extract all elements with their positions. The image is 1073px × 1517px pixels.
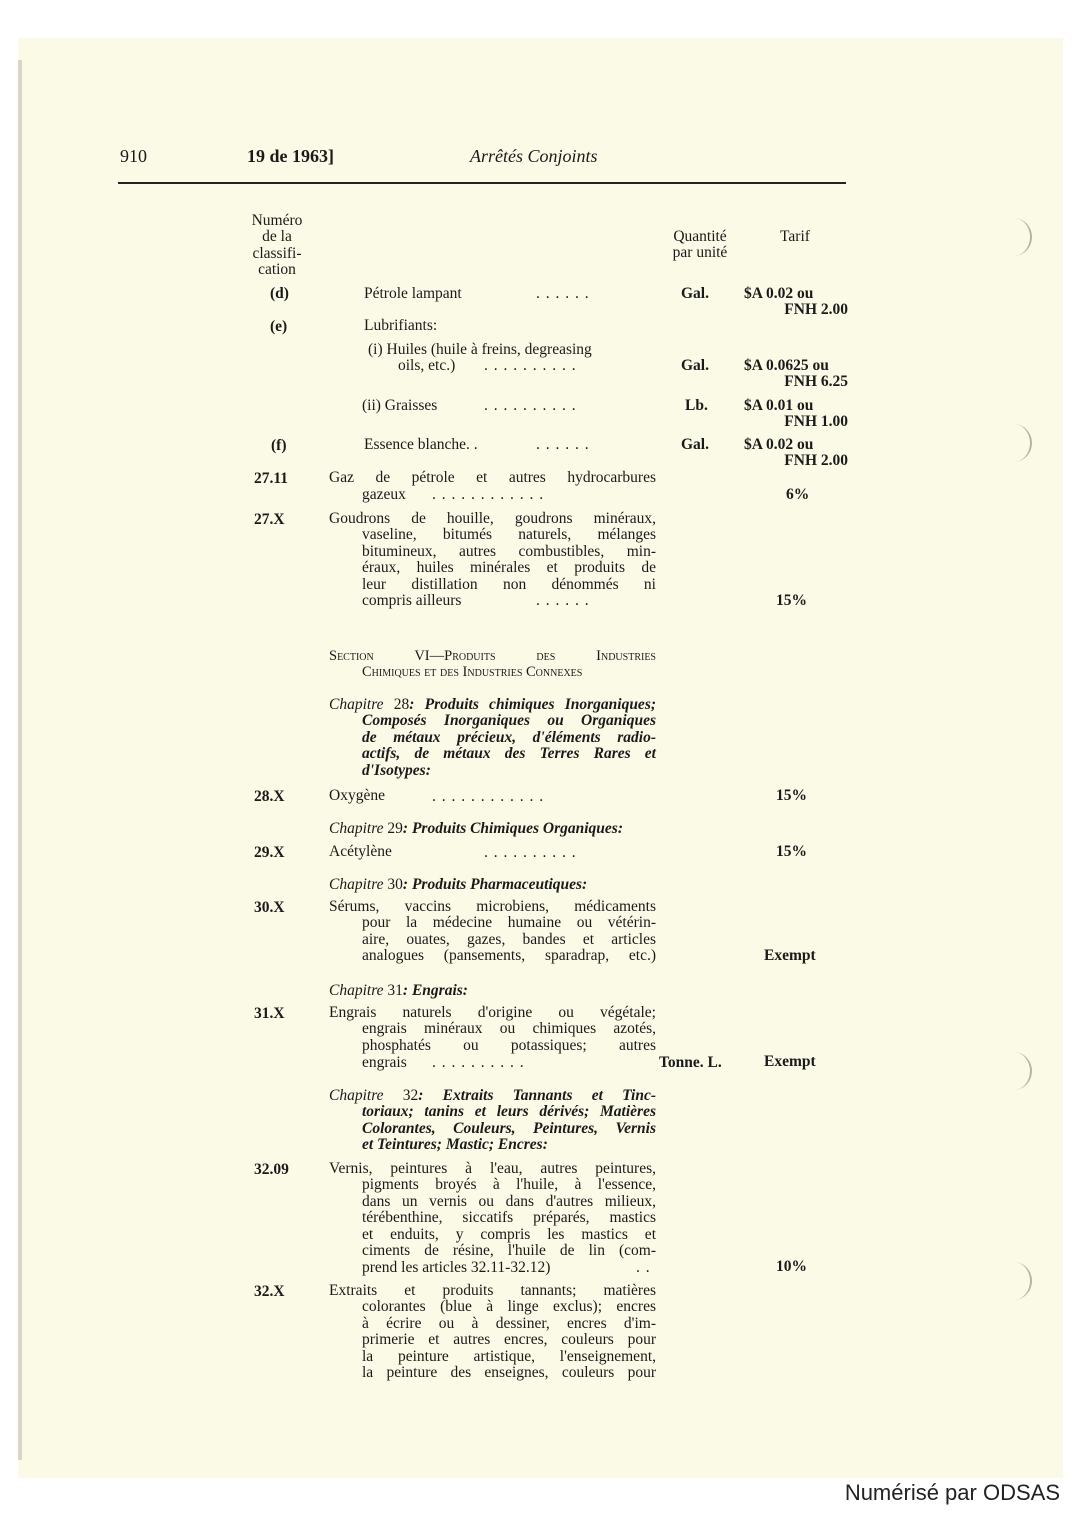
column-header-numero: Numéro de la classifi- cation <box>251 212 303 279</box>
row-number: 27.X <box>254 511 285 528</box>
row-description: Extraits et produits tannants; matières colorantes (blue à linge exclus); encres à écrire ou à dessiner, encres d'im- primerie et autres encres, couleurs pour la peinture artistique, l'enseignement, la peinture des enseignes, couleurs pour <box>329 1282 656 1382</box>
row-label: (i) Huiles (huile à freins, degreasing <box>368 341 592 358</box>
row-quantity: Lb. <box>685 397 708 414</box>
leader-dots: . . . . . . <box>536 592 590 609</box>
scan-watermark: Numérisé par ODSAS <box>844 1480 1060 1505</box>
punch-hole <box>996 218 1032 256</box>
row-label: Lubrifiants: <box>364 317 438 334</box>
binding-edge <box>18 60 22 1460</box>
row-number: 31.X <box>254 1005 285 1022</box>
row-label: gazeux <box>362 486 406 503</box>
row-tarif: $A 0.0625 ou FNH 6.25 <box>744 357 848 391</box>
punch-hole <box>996 424 1032 462</box>
column-header-tarif: Tarif <box>780 228 810 245</box>
row-number: (d) <box>270 285 289 302</box>
leader-dots: . . . . . . . . . . <box>484 844 577 861</box>
row-number: (f) <box>271 437 287 454</box>
row-label: Pétrole lampant <box>364 285 462 302</box>
row-tarif: 15% <box>776 843 807 860</box>
header-rule <box>118 182 846 184</box>
chapter-heading: Chapitre 28: Produits chimiques Inorganiques; Composés Inorganiques ou Organiques de métaux précieux, d'éléments radio- actifs, de métaux des Terres Rares et d'Isotypes: <box>329 696 657 779</box>
row-number: 32.09 <box>254 1161 289 1178</box>
row-label: oils, etc.) <box>398 357 456 374</box>
row-label: Acétylène <box>329 843 392 860</box>
section-heading: Section VI—Produits des Industries Chimiques et des Industries Connexes <box>329 648 656 680</box>
row-tarif: Exempt <box>764 1053 816 1070</box>
leader-dots: . . . . . . . . . . . . <box>432 788 545 805</box>
leader-dots: . . . . . . <box>536 436 590 453</box>
chapter-heading: Chapitre 30: Produits Pharmaceutiques: <box>329 876 588 893</box>
row-description: Sérums, vaccins microbiens, médicaments pour la médecine humaine ou vétérin- aire, ouates, gazes, bandes et articles analogues (pansements, sparadrap, etc.) <box>329 898 656 965</box>
page-number: 910 <box>120 146 147 166</box>
punch-hole <box>996 1262 1032 1300</box>
row-description: Engrais naturels d'origine ou végétale; engrais minéraux ou chimiques azotés, phosphatés ou potassiques; autres <box>329 1004 656 1054</box>
row-tarif: 6% <box>786 486 810 503</box>
row-label: Gaz de pétrole et autres hydrocarbures <box>329 469 656 486</box>
row-number: 28.X <box>254 788 285 805</box>
row-description: Goudrons de houille, goudrons minéraux, vaseline, bitumés naturels, mélanges bitumineux, autres combustibles, min- éraux, huiles minérales et produits de leur distillation non dénommés ni <box>329 510 656 593</box>
chapter-heading: Chapitre 31: Engrais: <box>329 982 468 999</box>
punch-hole <box>996 1052 1032 1090</box>
row-description: Vernis, peintures à l'eau, autres peintures, pigments broyés à l'huile, à l'essence, dans un vernis ou dans d'autres milieux, térébenthine, siccatifs préparés, mastics et enduits, y compris les mastics et ciments de résine, l'huile de lin (com- <box>329 1160 656 1260</box>
row-label: engrais <box>362 1054 407 1071</box>
row-number: (e) <box>270 318 288 335</box>
row-number: 29.X <box>254 844 285 861</box>
row-label: (ii) Graisses <box>362 397 438 414</box>
leader-dots: . . <box>636 1259 651 1276</box>
column-header-quantite: Quantité par unité <box>672 228 728 262</box>
row-tarif: 15% <box>776 787 807 804</box>
row-tarif: 15% <box>776 592 807 609</box>
leader-dots: . . . . . . <box>536 285 590 302</box>
leader-dots: . . . . . . . . . . <box>432 1054 525 1071</box>
row-tarif: $A 0.01 ou FNH 1.00 <box>744 397 848 431</box>
row-label: Essence blanche. . <box>364 436 478 453</box>
chapter-heading: Chapitre 32: Extraits Tannants et Tinc- toriaux; tanins et leurs dérivés; Matières Colorantes, Couleurs, Peintures, Vernis et Teintures; Mastic; Encres: <box>329 1087 656 1154</box>
chapter-heading: Chapitre 29: Produits Chimiques Organiques: <box>329 820 623 837</box>
row-tarif: $A 0.02 ou FNH 2.00 <box>744 285 848 319</box>
row-number: 32.X <box>254 1283 285 1300</box>
row-number: 27.11 <box>254 470 289 487</box>
row-tarif: Exempt <box>764 947 816 964</box>
header-date: 19 de 1963] <box>247 146 334 166</box>
row-quantity: Tonne. L. <box>659 1054 722 1071</box>
row-tarif: $A 0.02 ou FNH 2.00 <box>744 436 848 470</box>
row-label: Oxygène <box>329 787 385 804</box>
leader-dots: . . . . . . . . . . <box>484 357 577 374</box>
header-title: Arrêtés Conjoints <box>470 146 598 166</box>
row-tarif: 10% <box>776 1258 807 1275</box>
row-quantity: Gal. <box>681 285 709 302</box>
row-number: 30.X <box>254 899 285 916</box>
leader-dots: . . . . . . . . . . . . <box>432 486 545 503</box>
row-quantity: Gal. <box>681 357 709 374</box>
row-label: prend les articles 32.11-32.12) <box>362 1259 551 1276</box>
row-label: compris ailleurs <box>362 592 462 609</box>
row-quantity: Gal. <box>681 436 709 453</box>
leader-dots: . . . . . . . . . . <box>484 397 577 414</box>
